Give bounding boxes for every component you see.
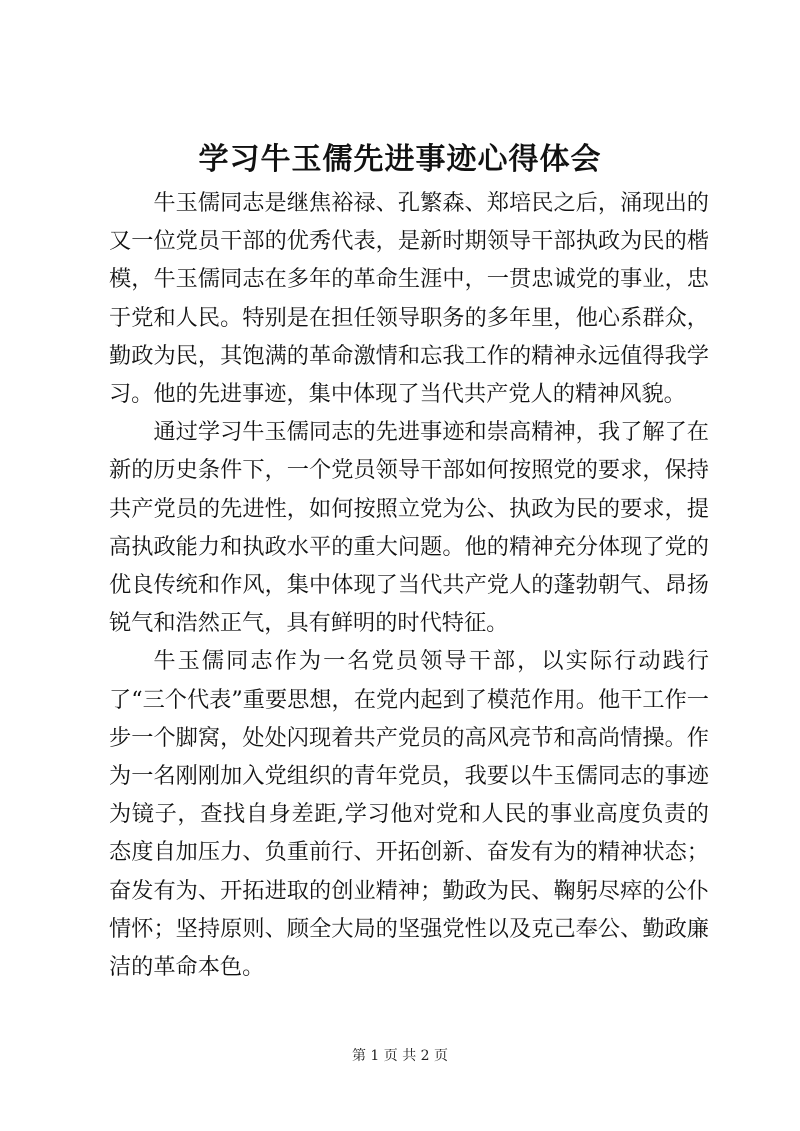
paragraph-1: 牛玉儒同志是继焦裕禄、孔繁森、郑培民之后，涌现出的又一位党员干部的优秀代表，是新时期领导干部执政为民的楷模，牛玉儒同志在多年的革命生涯中，一贯忠诚党的事业，忠于党和人民。特别是在担任领导职务的多年里，他心系群众，勤政为民，其饱满的革命激情和忘我工作的精神永远值得我学习。他的先进事迹，集中体现了当代共产党人的精神风貌。 xyxy=(109,190,709,408)
page-footer: 第 1 页 共 2 页 xyxy=(351,1048,449,1064)
document-title: 学习牛玉儒先进事迹心得体会 xyxy=(198,142,602,177)
document-body xyxy=(109,184,709,986)
paragraph-3: 牛玉儒同志作为一名党员领导干部，以实际行动践行了“三个代表”重要思想，在党内起到了模范作用。他干工作一步一个脚窝，处处闪现着共产党员的高风亮节和高尚情操。作为一名刚刚加入党组织的青年党员，我要以牛玉儒同志的事迹为镜子，查找自身差距,学习他对党和人民的事业高度负责的态度自加压力、负重前行、开拓创新、奋发有为的精神状态；奋发有为、开拓进取的创业精神；勤政为民、鞠躬尽瘁的公仆情怀；坚持原则、顾全大局的坚强党性以及克己奉公、勤政廉洁的革命本色。 xyxy=(109,648,709,981)
paragraph-2: 通过学习牛玉儒同志的先进事迹和崇高精神，我了解了在新的历史条件下，一个党员领导干部如何按照党的要求，保持共产党员的先进性，如何按照立党为公、执政为民的要求，提高执政能力和执政水平的重大问题。他的精神充分体现了党的优良传统和作风，集中体现了当代共产党人的蓬勃朝气、昂扬锐气和浩然正气，具有鲜明的时代特征。 xyxy=(109,419,709,637)
